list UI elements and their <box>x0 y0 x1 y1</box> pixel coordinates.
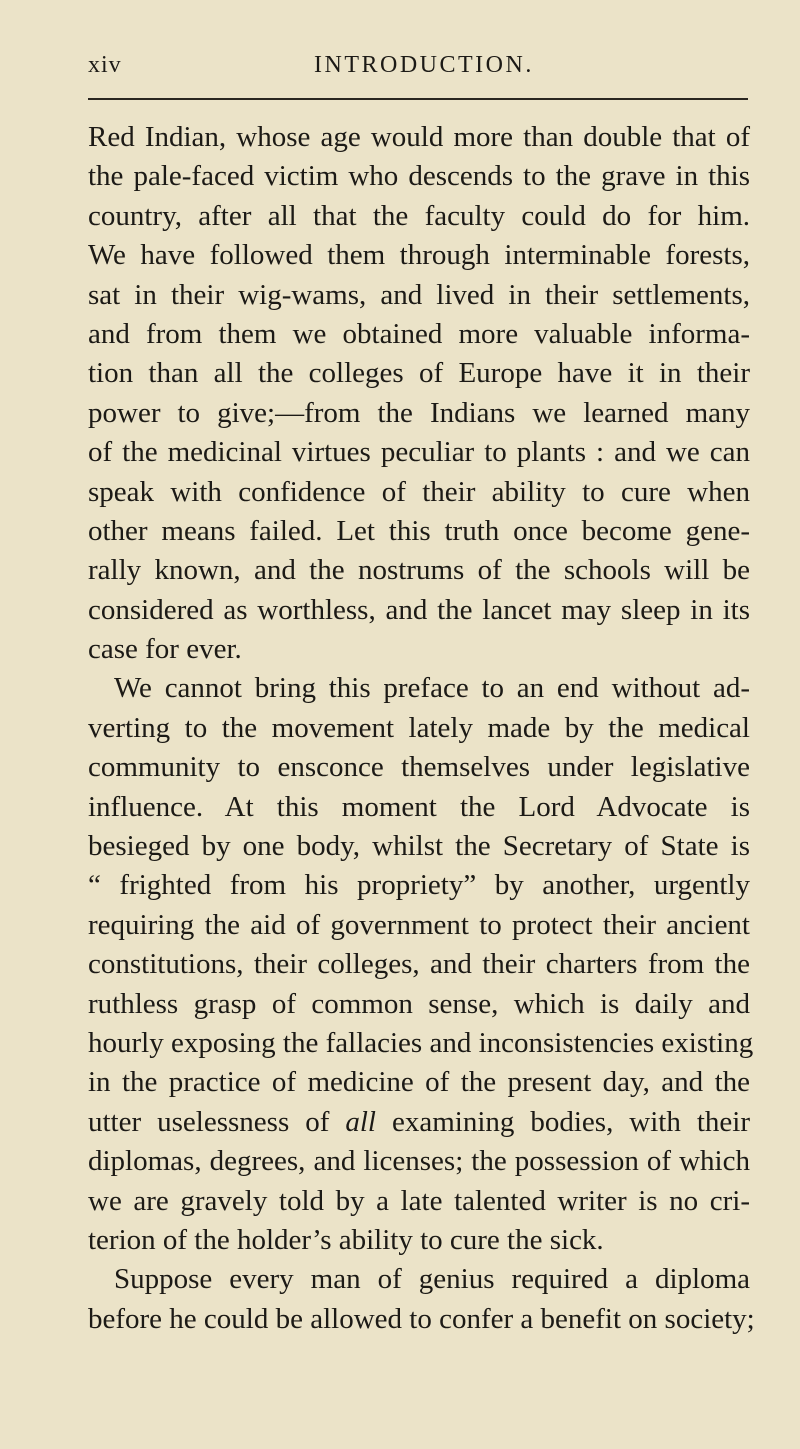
text-line: requiring the aid of government to protect their ancient <box>88 908 750 941</box>
text-line-with-emphasis <box>88 1103 750 1142</box>
header-rule <box>88 98 748 100</box>
running-head-title: INTRODUCTION. <box>314 52 534 78</box>
text-line: power to give;—from the Indians we learned many <box>88 396 750 429</box>
text-line: hourly exposing the fallacies and inconsistencies existing <box>88 1026 754 1059</box>
text-line: considered as worthless, and the lancet may sleep in its <box>88 593 750 626</box>
text-line: We cannot bring this preface to an end without ad- <box>114 672 750 705</box>
text-line: case for ever. <box>88 633 242 666</box>
text-span: utter uselessness of <box>88 1105 346 1138</box>
text-line: ruthless grasp of common sense, which is daily and <box>88 987 750 1020</box>
text-line: Suppose every man of genius required a diploma <box>114 1263 750 1296</box>
text-line: verting to the movement lately made by the medical <box>88 711 750 744</box>
italic-emphasis: all <box>345 1105 376 1138</box>
text-line: speak with confidence of their ability to cure when <box>88 475 750 508</box>
page-number: xiv <box>88 52 122 78</box>
text-line: before he could be allowed to confer a benefit on society; <box>88 1302 755 1335</box>
text-line: rally known, and the nostrums of the schools will be <box>88 554 750 587</box>
text-line: We have followed them through interminable forests, <box>88 239 750 272</box>
text-line: “ frighted from his propriety” by another, urgently <box>88 869 750 902</box>
text-line: and from them we obtained more valuable informa- <box>88 317 750 350</box>
text-line: sat in their wig-wams, and lived in their settlements, <box>88 278 750 311</box>
text-line: besieged by one body, whilst the Secretary of State is <box>88 830 750 863</box>
text-line: constitutions, their colleges, and their charters from the <box>88 948 750 981</box>
text-line: the pale-faced victim who descends to the grave in this <box>88 160 750 193</box>
text-line: Red Indian, whose age would more than double that of <box>88 121 750 153</box>
text-line: diplomas, degrees, and licenses; the possession of which <box>88 1145 750 1178</box>
text-span: examining bodies, with their <box>375 1105 750 1138</box>
body-text <box>88 118 755 1339</box>
text-line: in the practice of medicine of the present day, and the <box>88 1066 750 1099</box>
text-line: tion than all the colleges of Europe have it in their <box>88 357 750 390</box>
text-line: we are gravely told by a late talented writer is no cri- <box>88 1184 750 1217</box>
text-line: country, after all that the faculty could do for him. <box>88 199 750 232</box>
text-line: community to ensconce themselves under legislative <box>88 751 750 784</box>
text-line: other means failed. Let this truth once become gene- <box>88 514 750 547</box>
running-head <box>88 52 748 92</box>
text-line: influence. At this moment the Lord Advocate is <box>88 790 750 823</box>
text-line: terion of the holder’s ability to cure the sick. <box>88 1223 604 1256</box>
text-line: of the medicinal virtues peculiar to plants : and we can <box>88 436 750 469</box>
